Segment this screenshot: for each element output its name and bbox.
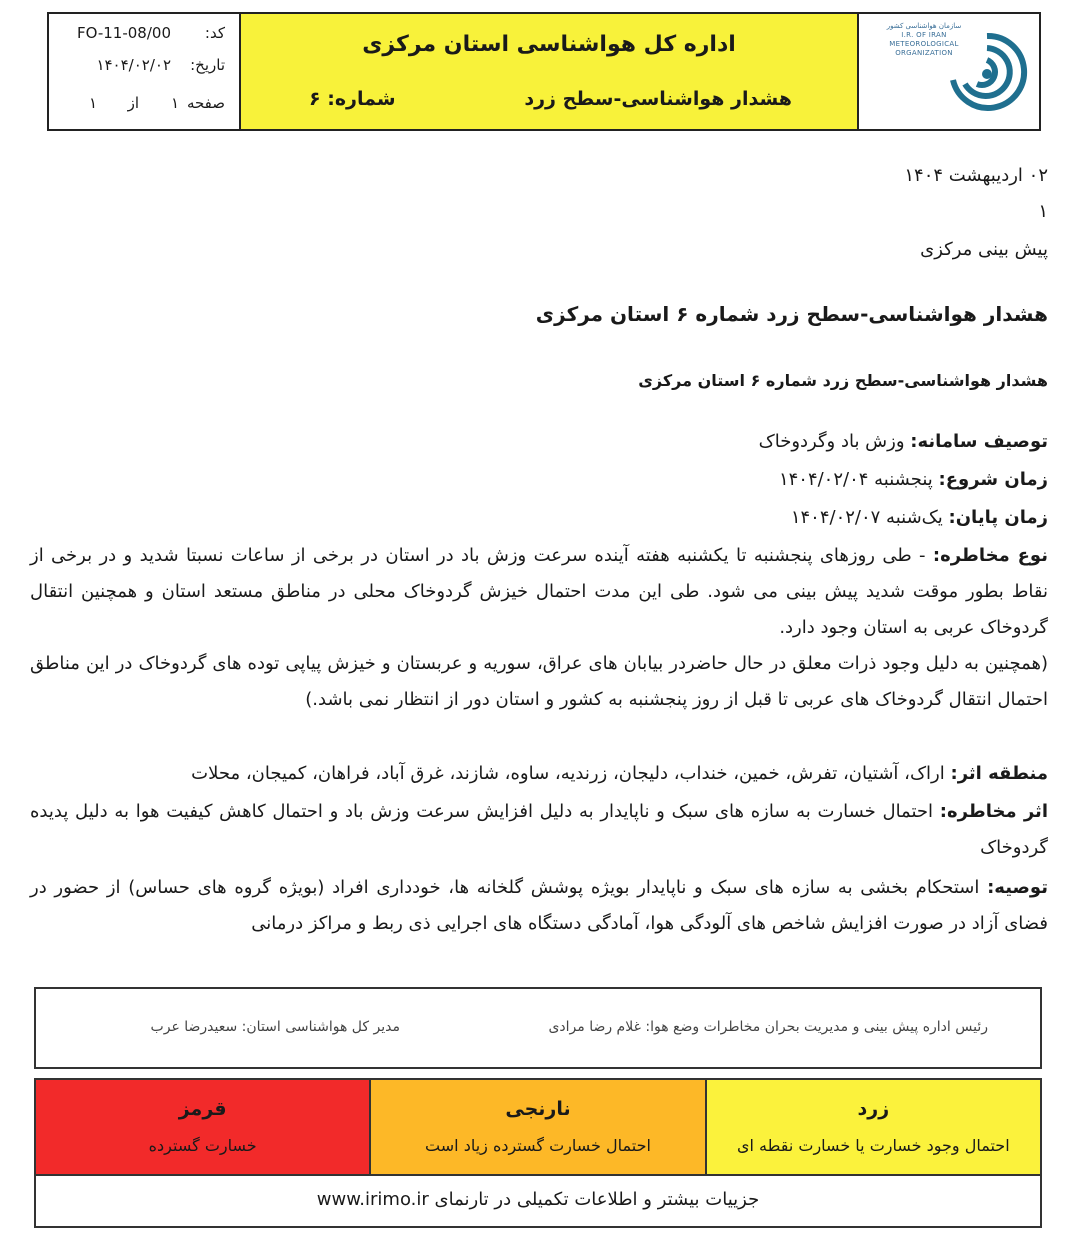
website-link[interactable]: www.irimo.ir [316, 1189, 429, 1210]
level-yellow [705, 1080, 1040, 1174]
level-orange-name: نارنجی [505, 1098, 571, 1120]
date-value: ۱۴۰۴/۰۲/۰۲ [96, 56, 171, 74]
level-orange [369, 1080, 704, 1174]
end-value: یک‌شنبه ۱۴۰۴/۰۲/۰۷ [790, 507, 943, 528]
level-red-desc: خسارت گسترده [148, 1136, 257, 1155]
level-yellow-desc: احتمال وجود خسارت یا خسارت نقطه ای [737, 1136, 1010, 1155]
office-title: اداره کل هواشناسی استان مرکزی [362, 32, 736, 57]
director-signature: مدیر کل هواشناسی استان: سعیدرضا عرب [150, 1019, 400, 1035]
hazard-effect [30, 794, 1048, 866]
end-time [791, 506, 1048, 530]
hazard-note: (همچنین به دلیل وجود ذرات معلق در حال حاضردر بیابان های عراق، سوریه و عربستان و خیزش پیاپی توده های گردوخاک در این مناطق احتمال انتقال گردوخاک های عربی تا قبل از روز پنجشنبه به کشور و استان دور از انتظار نمی باشد.) [30, 653, 1048, 710]
system-label: توصیف سامانه: [910, 431, 1048, 452]
effect-text: احتمال خسارت به سازه های سبک و ناپایدار به دلیل افزایش سرعت وزش باد و احتمال کاهش کیفیت هوا به دلیل پدیده گردوخاک [30, 801, 1048, 858]
system-description [759, 430, 1048, 454]
level-red-name: قرمز [178, 1098, 227, 1120]
area-label: منطقه اثر: [950, 763, 1048, 784]
level-yellow-name: زرد [857, 1098, 890, 1120]
page-total: ۱ [88, 94, 97, 112]
warning-heading: هشدار هواشناسی-سطح زرد شماره ۶ استان مرکزی [535, 302, 1048, 326]
hazard-type [30, 538, 1048, 646]
hazard-label: نوع مخاطره: [932, 545, 1048, 566]
code-value: FO-11-08/00 [77, 24, 171, 42]
document-meta [49, 14, 241, 129]
meteorological-logo-icon [943, 28, 1031, 120]
page-label: صفحه [186, 94, 225, 112]
level-red [36, 1080, 369, 1174]
effect-label: اثر مخاطره: [939, 801, 1048, 822]
warning-levels [34, 1078, 1042, 1176]
document-header [47, 12, 1041, 131]
forecast-office: پیش بینی مرکزی [920, 239, 1048, 260]
recommendation [30, 870, 1048, 942]
system-value: وزش باد وگردوخاک [758, 431, 905, 452]
start-value: پنجشنبه ۱۴۰۴/۰۲/۰۴ [778, 469, 933, 490]
footer-text: جزییات بیشتر و اطلاعات تکمیلی در تارنمای [434, 1189, 760, 1210]
level-orange-desc: احتمال خسارت گسترده زیاد است [425, 1136, 651, 1155]
signature-box [34, 987, 1042, 1069]
header-title-block [241, 14, 859, 129]
impact-area [30, 756, 1048, 792]
date-label: تاریخ: [190, 56, 225, 74]
start-label: زمان شروع: [938, 469, 1048, 490]
hazard-text: - طی روزهای پنجشنبه تا یکشنبه هفته آینده سرعت وزش باد در استان در برخی از ساعات نسبتا شدید و در برخی از نقاط بطور موقت شدید پیش بینی می شود. طی این مدت احتمال خیزش گردوخاک محلی در مناطق مستعد استان و همچنین انتقال گردوخاک عربی به استان وجود دارد. [30, 545, 1048, 638]
organization-logo [859, 14, 1039, 129]
more-info-footer [34, 1176, 1042, 1228]
advice-text: استحکام بخشی به سازه های سبک و ناپایدار بویژه پوشش گلخانه ها، خودداری افراد (بویژه گروه های حساس) از حضور در فضای آزاد در صورت افزایش شاخص های آلودگی هوا، آمادگی دستگاه های اجرایی ذی ربط و مراکز درمانی [30, 877, 1048, 934]
issue-date: ۰۲ اردیبهشت ۱۴۰۴ [904, 165, 1048, 186]
start-time [779, 468, 1048, 492]
warning-number: شماره: ۶ [309, 88, 396, 110]
code-label: کد: [204, 24, 225, 42]
end-label: زمان پایان: [948, 507, 1048, 528]
warning-subheading: هشدار هواشناسی-سطح زرد شماره ۶ استان مرکزی [638, 371, 1048, 390]
warning-level-label: هشدار هواشناسی-سطح زرد [524, 88, 792, 110]
logo-text: سازمان هواشناسی کشور I.R. OF IRAN METEOROLOGICAL ORGANIZATION [886, 22, 962, 57]
page-number: ۱ [170, 94, 179, 112]
area-text: اراک، آشتیان، تفرش، خمین، خنداب، دلیجان، زرندیه، ساوه، شازند، غرق آباد، فراهان، کمیجان، محلات [191, 763, 945, 784]
page-of: از [127, 94, 139, 112]
issue-index: ۱ [1038, 201, 1048, 222]
advice-label: توصیه: [987, 877, 1048, 898]
forecast-head-signature: رئیس اداره پیش بینی و مدیریت بحران مخاطرات وضع هوا: غلام رضا مرادی [548, 1019, 988, 1035]
